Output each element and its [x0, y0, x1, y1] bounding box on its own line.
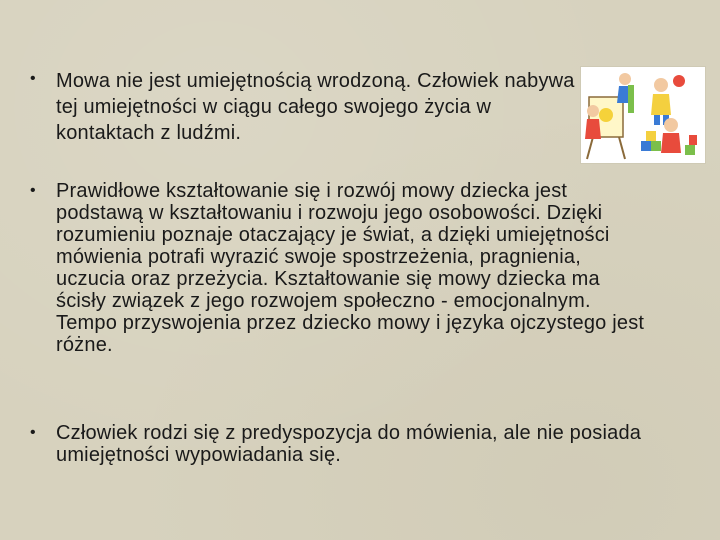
bullet-text: Prawidłowe kształtowanie się i rozwój mowy dziecka jest podstawą w kształtowaniu i rozwoju jego osobowości. Dzięki rozumieniu poznaje otaczający je świat, a dzięki umiejętności mówienia potrafi wyrazić swoje spostrzeżenia, pragnienia, uczucia oraz przeżycia. Kształtowanie się mowy dziecka ma ścisły związek z jego rozwojem społeczno - emocjonalnym. Tempo przyswojenia przez dziecko mowy i języka ojczystego jest różne.: [56, 180, 645, 356]
children-playing-illustration: [580, 66, 706, 164]
children-playing-icon: [581, 67, 705, 163]
bullet-marker: •: [30, 70, 36, 87]
bullet-text: Mowa nie jest umiejętnością wrodzoną. Człowiek nabywa tej umiejętności w ciągu całego swojego życia w kontaktach z ludźmi.: [56, 70, 575, 144]
bullet-marker: •: [30, 182, 36, 199]
bullet-marker: •: [30, 424, 36, 441]
bullet-text: Człowiek rodzi się z predyspozycja do mówienia, ale nie posiada umiejętności wypowiadania się.: [56, 422, 642, 466]
